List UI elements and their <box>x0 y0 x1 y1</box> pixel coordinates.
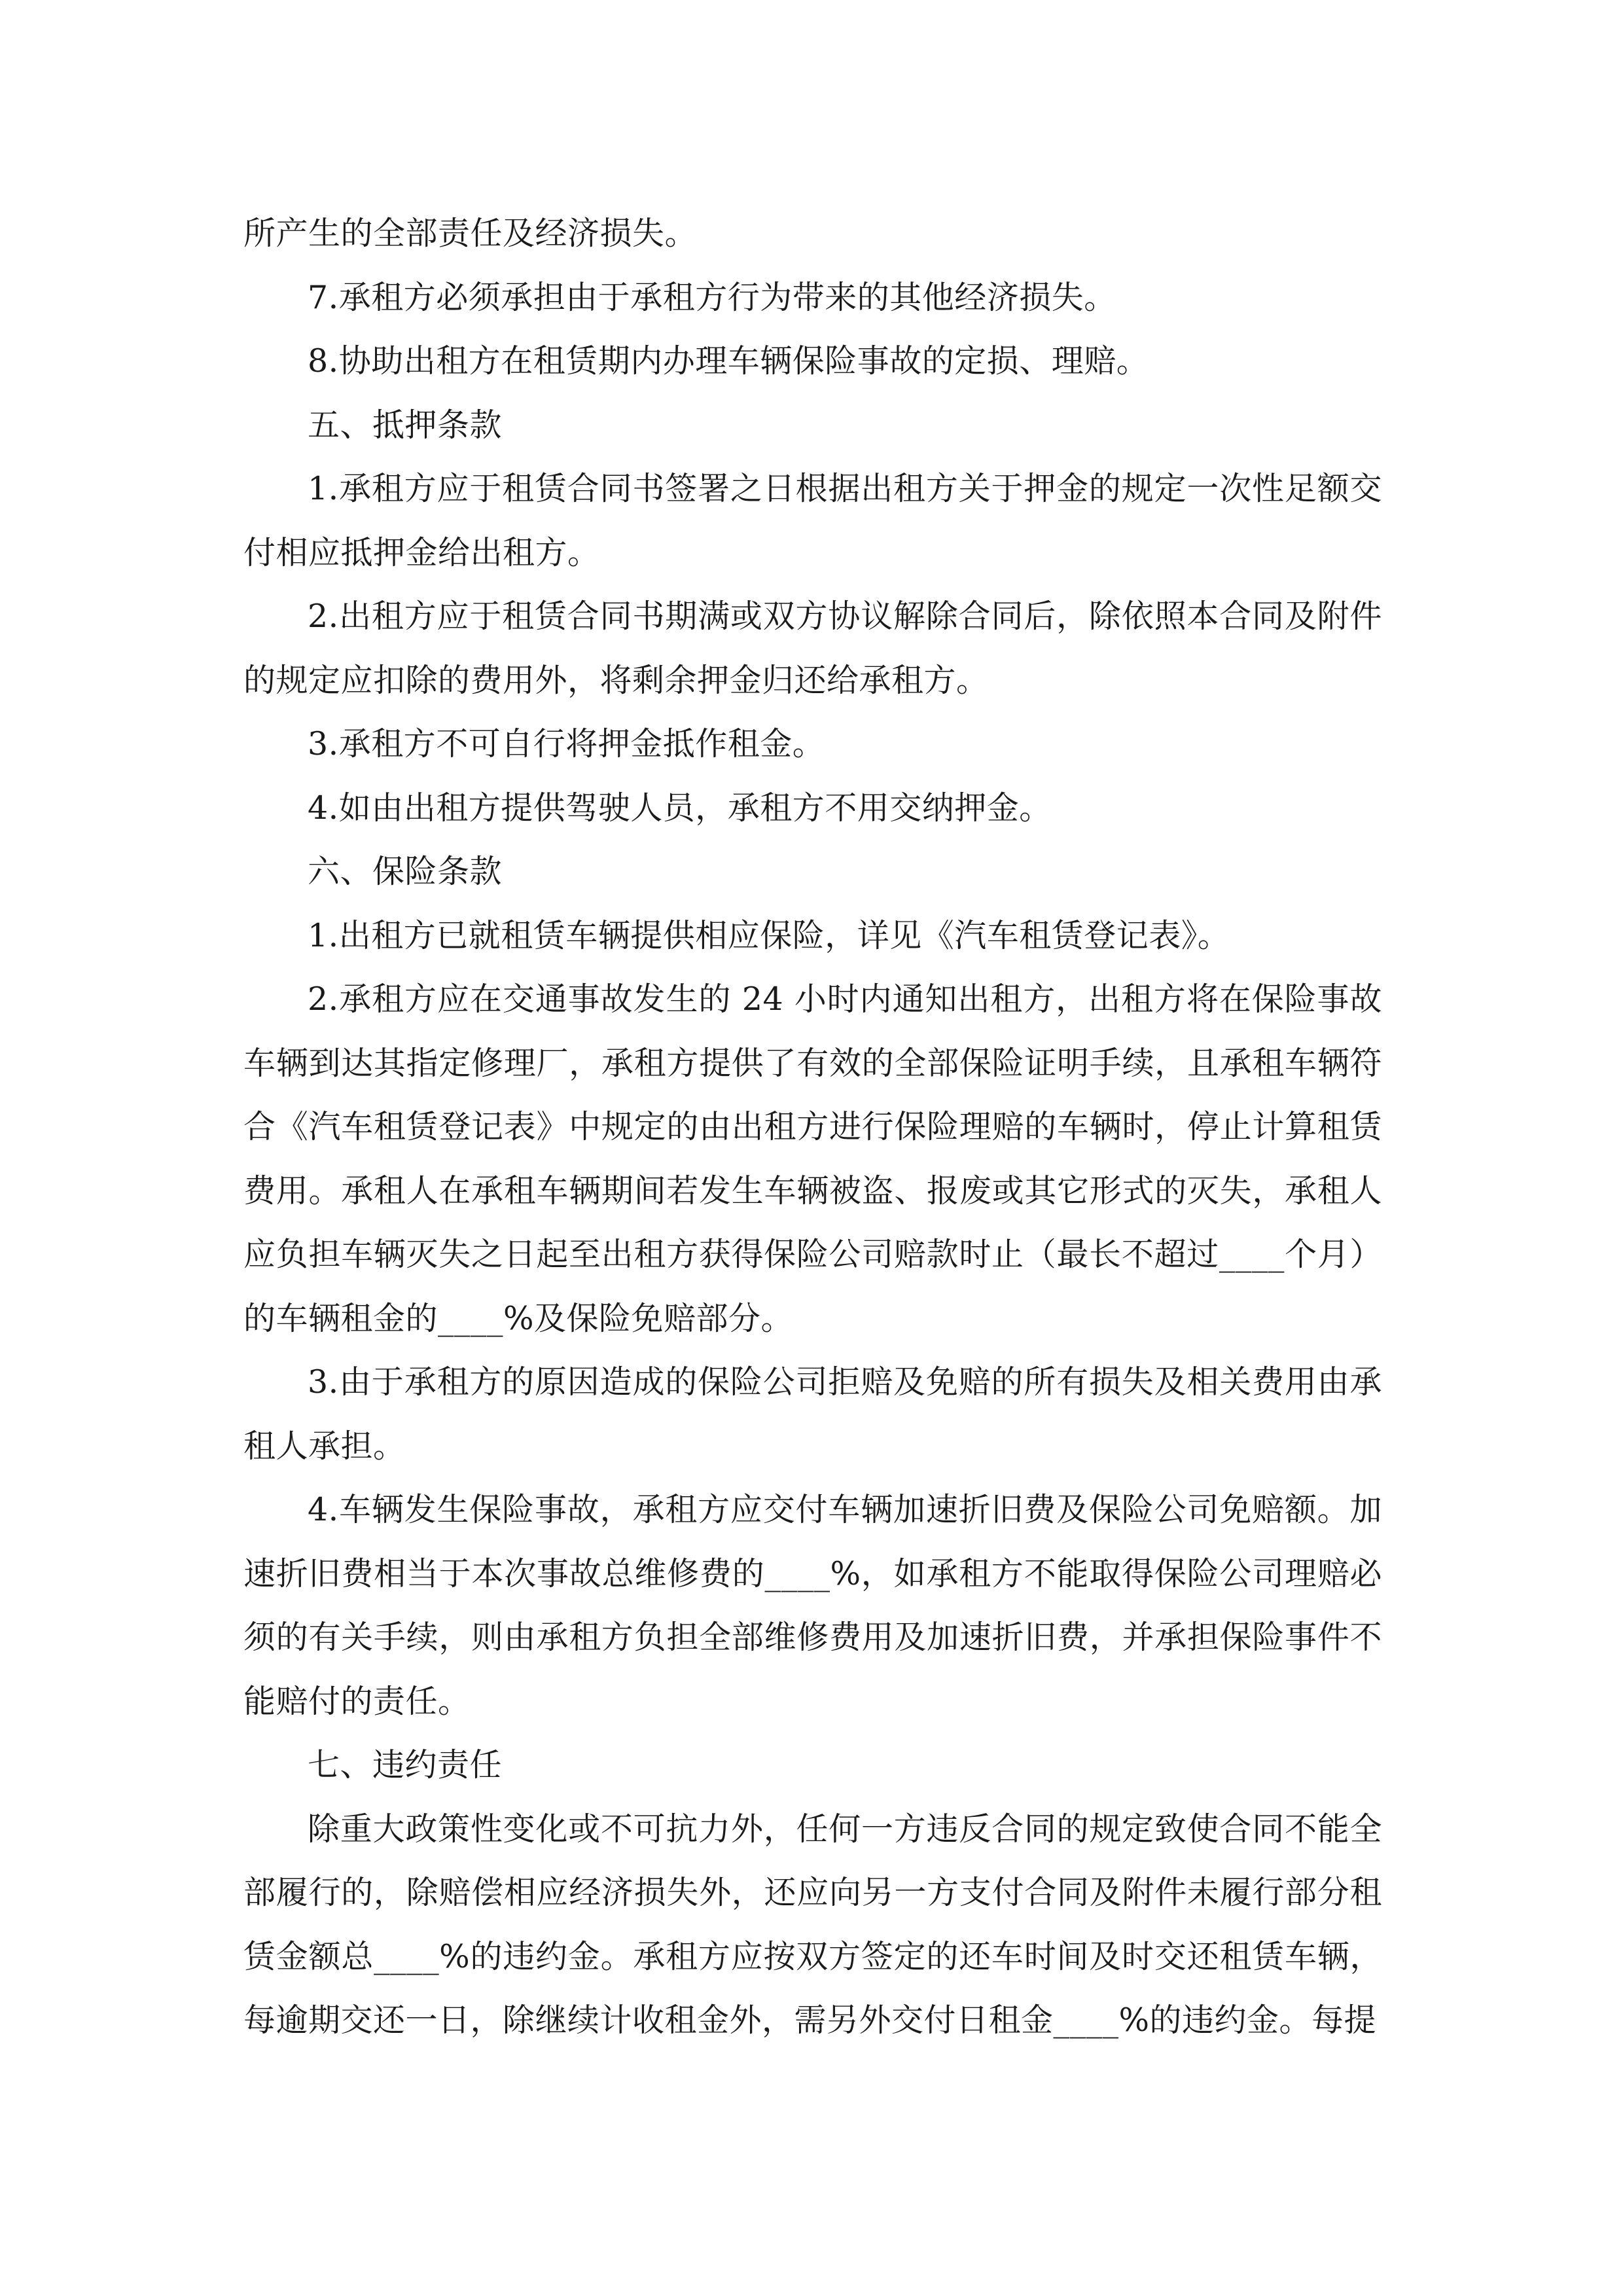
paragraph-breach: 除重大政策性变化或不可抗力外，任何一方违反合同的规定致使合同不能全部履行的，除赔偿相应经济损失外，还应向另一方支付合同及附件未履行部分租赁金额总____%的违约金。承租方应按双方签定的还车时间及时交还租赁车辆，每逾期交还一日，除继续计收租金外，需另外交付日租金____%的违约金。每提 <box>243 1810 1382 2039</box>
paragraph-clause-7: 7.承租方必须承担由于承租方行为带来的其他经济损失。 <box>308 278 1116 316</box>
paragraph-mortgage-2: 2.出租方应于租赁合同书期满或双方协议解除合同后，除依照本合同及附件的规定应扣除的费用外，将剩余押金归还给承租方。 <box>243 598 1382 699</box>
paragraph-insurance-2: 2.承租方应在交通事故发生的 24 小时内通知出租方，出租方将在保险事故车辆到达其指定修理厂，承租方提供了有效的全部保险证明手续，且承租车辆符合《汽车租赁登记表》中规定的由出租方进行保险理赔的车辆时，停止计算租赁费用。承租人在承租车辆期间若发生车辆被盗、报废或其它形式的灭失，承租人应负担车辆灭失之日起至出租方获得保险公司赔款时止（最长不超过____个月）的车辆租金的____%及保险免赔部分。 <box>243 980 1382 1337</box>
paragraph-insurance-4: 4.车辆发生保险事故，承租方应交付车辆加速折旧费及保险公司免赔额。加速折旧费相当于本次事故总维修费的____%，如承租方不能取得保险公司理赔必须的有关手续，则由承租方负担全部维修费用及加速折旧费，并承担保险事件不能赔付的责任。 <box>243 1491 1382 1720</box>
section-heading-mortgage: 五、抵押条款 <box>308 406 503 444</box>
section-heading-breach: 七、违约责任 <box>308 1746 503 1784</box>
paragraph-clause-8: 8.协助出租方在租赁期内办理车辆保险事故的定损、理赔。 <box>308 342 1149 380</box>
section-heading-insurance: 六、保险条款 <box>308 853 503 890</box>
paragraph-continuation: 所产生的全部责任及经济损失。 <box>243 215 698 252</box>
paragraph-insurance-1: 1.出租方已就租赁车辆提供相应保险，详见《汽车租赁登记表》。 <box>308 916 1230 954</box>
paragraph-mortgage-4: 4.如由出租方提供驾驶人员，承租方不用交纳押金。 <box>308 789 1052 827</box>
paragraph-insurance-3: 3.由于承租方的原因造成的保险公司拒赔及免赔的所有损失及相关费用由承租人承担。 <box>243 1363 1382 1465</box>
document-body <box>243 202 1382 2053</box>
paragraph-mortgage-3: 3.承租方不可自行将押金抵作租金。 <box>308 725 825 762</box>
paragraph-mortgage-1: 1.承租方应于租赁合同书签署之日根据出租方关于押金的规定一次性足额交付相应抵押金给出租方。 <box>243 470 1382 571</box>
